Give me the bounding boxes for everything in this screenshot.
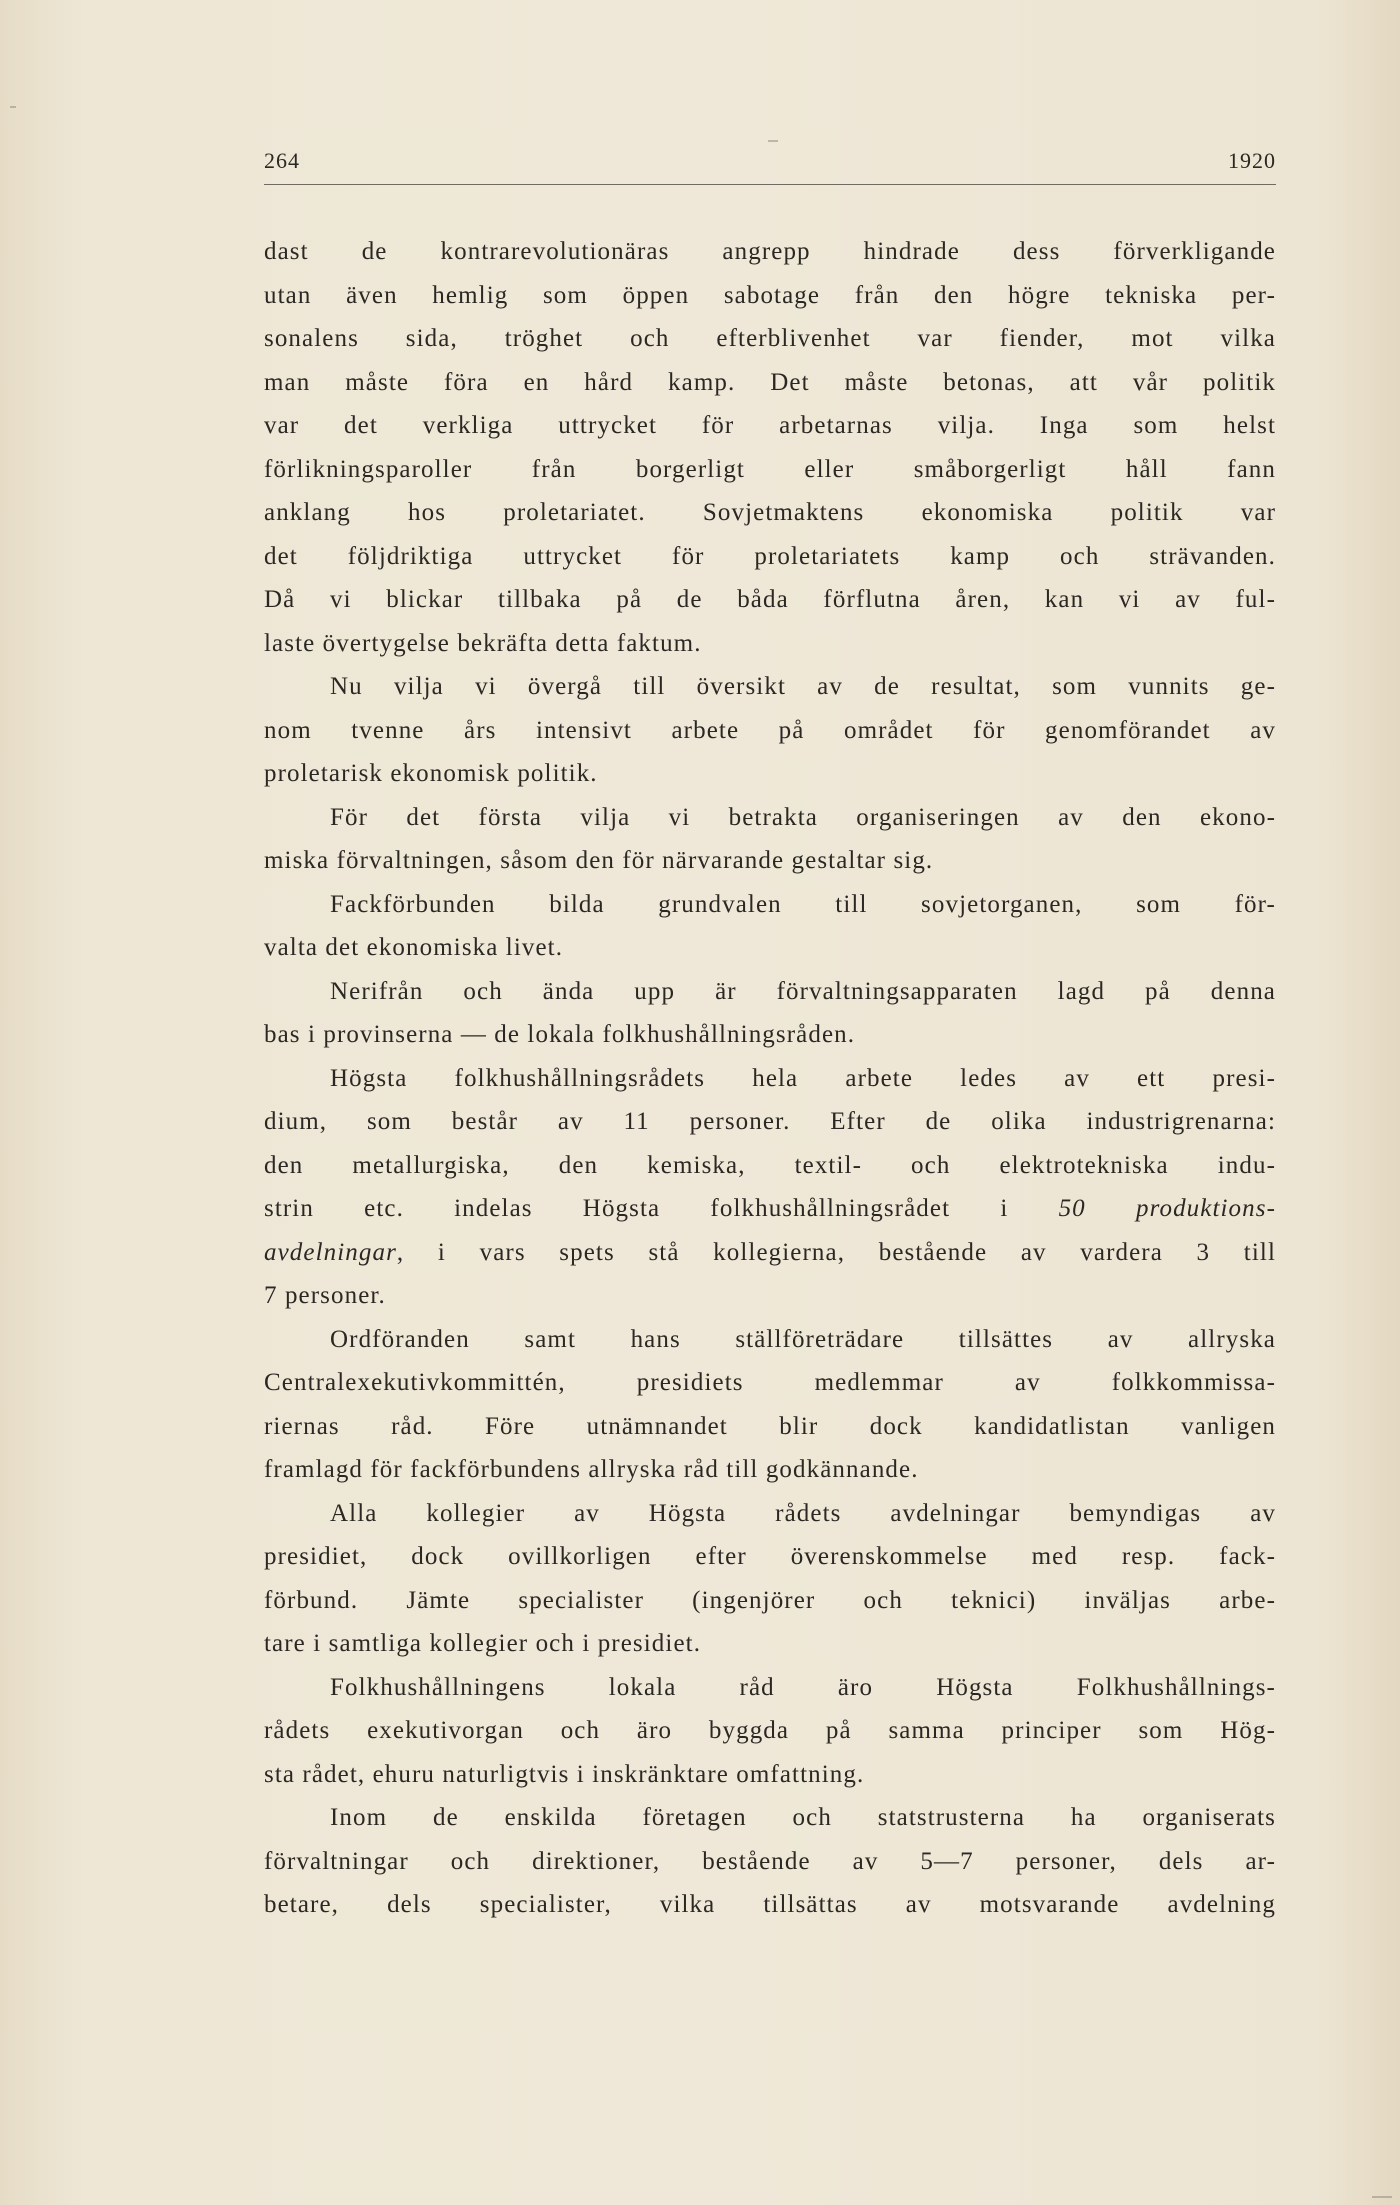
text-line: Alla kollegier av Högsta rådets avdelningar bemyndigas av [330,1499,1276,1527]
text-line: sonalens sida, tröghet och efterblivenhet var fiender, mot vilka [264,325,1276,352]
text-line: riernas råd. Före utnämnandet blir dock kandidatlistan vanligen [264,1412,1276,1440]
paper-speck [1372,2196,1392,2198]
text-line: valta det ekonomiska livet. [264,934,564,961]
text-line: Inom de enskilda företagen och statstrusterna ha organiserats [330,1804,1276,1831]
text-line: Ordföranden samt hans ställföreträdare tillsättes av allryska [330,1325,1276,1353]
paper-speck [10,106,16,108]
text-line: Nu vilja vi övergå till översikt av de resultat, som vunnits ge- [330,673,1276,700]
text-line: framlagd för fackförbundens allryska råd till godkännande. [264,1456,919,1483]
text-line: anklang hos proletariatet. Sovjetmaktens ekonomiska politik var [264,499,1276,526]
text-line: den metallurgiska, den kemiska, textil- och elektrotekniska indu- [264,1151,1276,1179]
text-line: miska förvaltningen, såsom den för närvarande gestaltar sig. [264,847,934,874]
text-line: dast de kontrarevolutionäras angrepp hindrade dess förverkligande [264,238,1276,265]
text-line: nom tvenne års intensivt arbete på området för genomförandet av [264,716,1276,744]
page-number: 264 [264,148,300,173]
text-line: förlikningsparoller från borgerligt eller småborgerligt håll fann [264,455,1276,483]
text-line: förbund. Jämte specialister (ingenjörer och teknici) inväljas arbe- [264,1586,1276,1614]
text-line: tare i samtliga kollegier och i presidiet. [264,1630,702,1657]
running-header [264,148,1276,178]
text-line: presidiet, dock ovillkorligen efter överenskommelse med resp. fack- [264,1543,1276,1570]
text-line: proletarisk ekonomisk politik. [264,760,598,787]
text-line: Folkhushållningens lokala råd äro Högsta Folkhushållnings- [330,1673,1276,1701]
text-line: Centralexekutivkommittén, presidiets medlemmar av folkkommissa- [264,1369,1276,1396]
text-line: laste övertygelse bekräfta detta faktum. [264,629,702,657]
text-line: betare, dels specialister, vilka tillsättas av motsvarande avdelning [264,1891,1276,1918]
text-line: Nerifrån och ända upp är förvaltningsapparaten lagd på denna [330,977,1276,1005]
text-line: det följdriktiga uttrycket för proletariatets kamp och strävanden. [264,542,1276,570]
body-text [264,230,1276,1927]
text-line: rådets exekutivorgan och äro byggda på samma principer som Hög- [264,1717,1276,1744]
text-line: avdelningar, i vars spets stå kollegierna, bestående av vardera 3 till [264,1238,1276,1266]
text-line: Fackförbunden bilda grundvalen till sovjetorganen, som för- [330,890,1276,918]
text-line: Då vi blickar tillbaka på de båda förflutna åren, kan vi av ful- [264,586,1276,613]
text-line: bas i provinserna — de lokala folkhushållningsråden. [264,1021,856,1048]
text-line: dium, som består av 11 personer. Efter de olika industrigrenarna: [264,1108,1276,1135]
header-year: 1920 [1228,148,1276,173]
text-line: var det verkliga uttrycket för arbetarnas vilja. Inga som helst [264,412,1276,439]
text-line: sta rådet, ehuru naturligtvis i inskränktare omfattning. [264,1760,865,1788]
header-rule [264,184,1276,185]
text-line: förvaltningar och direktioner, bestående av 5—7 personer, dels ar- [264,1847,1276,1875]
paper-speck [768,140,778,142]
text-line: strin etc. indelas Högsta folkhushållningsrådet i 50 produktions- [264,1195,1277,1222]
text-line: 7 personer. [264,1282,386,1309]
text-line: utan även hemlig som öppen sabotage från den högre tekniska per- [264,281,1276,309]
text-line: Högsta folkhushållningsrådets hela arbete ledes av ett presi- [330,1064,1276,1092]
text-line: För det första vilja vi betrakta organiseringen av den ekono- [330,803,1276,831]
text-line: man måste föra en hård kamp. Det måste betonas, att vår politik [264,368,1276,396]
